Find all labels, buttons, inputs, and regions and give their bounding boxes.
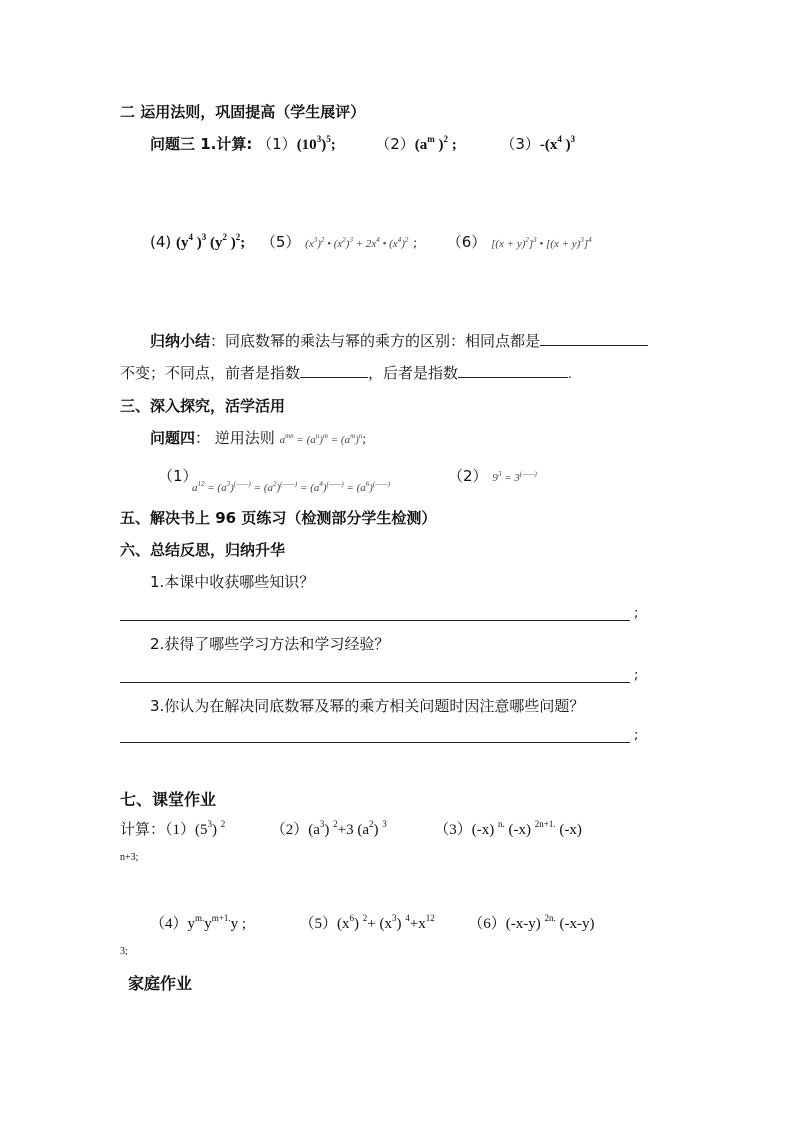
- blank-latter[interactable]: [458, 362, 568, 378]
- summary-text2: 不变；不同点，前者是指数: [120, 364, 301, 382]
- summary-line2: 不变；不同点，前者是指数 ，后者是指数 .: [120, 364, 572, 382]
- semicolon-3: ;: [634, 728, 639, 743]
- item3-number: （3）: [500, 135, 540, 153]
- section2-heading: 二 运用法则，巩固提高（学生展评）: [120, 103, 366, 121]
- problem3-row1: [150, 134, 575, 155]
- item2-expression: ($a^m$ )$^2$ ;: [414, 134, 457, 153]
- summary-label: 归纳小结: [150, 332, 211, 350]
- item2-number: （2）: [375, 135, 415, 153]
- summary-line1: [150, 330, 648, 351]
- homework-heading: 家庭作业: [128, 974, 193, 993]
- section7-heading: 七、课堂作业: [120, 790, 217, 809]
- answer-line-3[interactable]: [120, 742, 630, 743]
- blank-common[interactable]: [540, 330, 648, 346]
- reflection-q3: 3.你认为在解决同底数幂及幂的乘方相关问题时因注意哪些问题？: [150, 697, 585, 715]
- problem4-line: 问题四： 逆用法则 $a^{mn} = (a^n)^m = (a^m)^n$;: [150, 429, 367, 447]
- exercise3: （3）(-x) $^{n.}$ (-x) $^{2n+1.}$ (-x): [434, 819, 582, 838]
- problem4-q2: [448, 466, 537, 488]
- item3-expression: $-(x^4$ )$^3$: [539, 134, 576, 153]
- q2-formula-image: $9^3 = 3^{(——)}$: [492, 470, 537, 484]
- item5-number: （5）: [260, 233, 301, 251]
- q2-number: （2）: [448, 467, 488, 485]
- reflection-q1: 1.本课中收获哪些知识？: [150, 573, 315, 591]
- exercise5: $(5)(x^6)$ $^2+ (x^3)$ $^4+x^{12}$: [299, 913, 435, 932]
- reverse-rule-formula: $a^{mn} = (a^n)^m = (a^m)^n$: [279, 432, 363, 446]
- item4-number: (4): [150, 233, 172, 251]
- exercise2: $(2)(a^3)$ $^2$+3 $(a^2)$ $^3$: [270, 819, 387, 838]
- section5-heading: 五、解决书上 96 页练习（检测部分学生检测）: [120, 509, 437, 527]
- q1-formula-image: $a^{12} = (a^3)^{(——)} = (a^2)^{(——)} = (a^4)^{(——)} = (a^6)^{(——)}$: [192, 480, 391, 494]
- item1-expression: $(10^3)^5$;: [296, 134, 336, 153]
- calc-label: 计算：: [120, 822, 166, 838]
- classwork-row1: [120, 820, 582, 840]
- item4-expression: ($y^4$ )$^3$ ($y^2$ )$^2$;: [176, 232, 246, 251]
- item5-formula-image: $(x^3)^2$ • $(x^2)^3 + 2x^4$ • $(x^4)^2$: [305, 236, 409, 250]
- reflection-q2: 2.获得了哪些学习方法和学习经验？: [150, 635, 390, 653]
- exercise6: （6）(-x-y) $^{2n.}$ (-x-y): [468, 913, 595, 932]
- summary-text1: ：同底数幂的乘法与幂的乘方的区别：相同点都是: [210, 332, 541, 350]
- semicolon-1: ;: [634, 606, 639, 621]
- exercise3-cont: n+3;: [120, 852, 139, 863]
- section3-heading: 三、深入探究，活学活用: [120, 397, 286, 415]
- section6-heading: 六、总结反思，归纳升华: [120, 541, 286, 559]
- item6-formula-image: $[(x + y)^2]^3$ • $[(x + y)^3]^4$: [491, 236, 592, 250]
- item1-number: （1）: [257, 135, 297, 153]
- semicolon-2: ;: [634, 668, 639, 683]
- answer-line-1[interactable]: [120, 620, 630, 621]
- problem3-label: 问题三 1.计算:: [150, 135, 253, 153]
- exercise4: $(4)y^{m.}y^{m+1.}y$ ;: [150, 913, 247, 932]
- problem4-text: ： 逆用法则: [195, 429, 275, 447]
- item6-number: （6）: [446, 233, 487, 251]
- summary-text3: ，后者是指数: [368, 364, 459, 382]
- problem3-row2: (4) ($y^4$ )$^3$ ($y^2$ )$^2$; （5） $(x^3)^2$ • $(x^2)^3 + 2x^4$ • $(x^4)^2$ ; （6） $[(x + y)^2]^3$ • $[(x + y)^3]^4$: [150, 232, 592, 251]
- answer-line-2[interactable]: [120, 682, 630, 683]
- q1-number: （1）: [158, 467, 198, 485]
- classwork-row2: [150, 914, 594, 934]
- blank-former[interactable]: [300, 362, 368, 378]
- exercise6-cont: 3;: [120, 946, 128, 957]
- problem4-label: 问题四: [150, 429, 196, 447]
- exercise1: $(1)(5^3)$ $^2$: [165, 819, 226, 838]
